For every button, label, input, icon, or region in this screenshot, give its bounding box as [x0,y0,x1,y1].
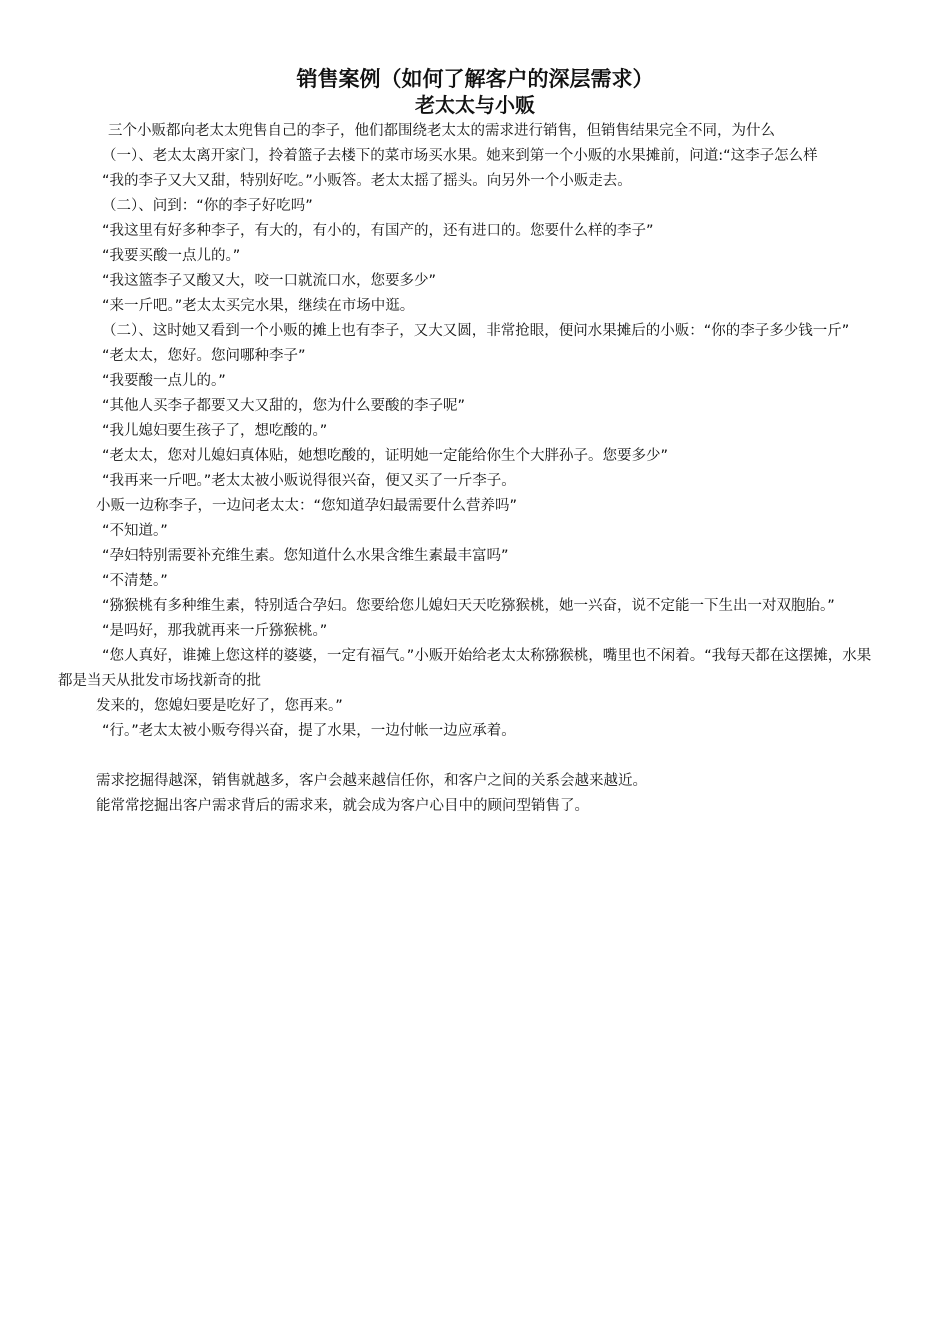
paragraph: “来一斤吧。”老太太买完水果，继续在市场中逛。 [102,298,415,314]
paragraph: “我儿媳妇要生孩子了，想吃酸的。” [102,423,328,439]
paragraph: 小贩一边称李子，一边问老太太：“您知道孕妇最需要什么营养吗” [96,498,518,514]
paragraph: “我的李子又大又甜，特别好吃。”小贩答。老太太摇了摇头。向另外一个小贩走去。 [102,173,632,189]
paragraph: “猕猴桃有多种维生素，特别适合孕妇。您要给您儿媳妇天天吃猕猴桃，她一兴奋，说不定能一下生出一对双胞胎。” [102,598,835,614]
paragraph: “不知道。” [102,523,168,539]
document-body [58,119,876,819]
paragraph: “不清楚。” [102,573,168,589]
paragraph: “老太太，您好。您问哪种李子” [102,348,306,364]
paragraph-conclusion: 能常常挖掘出客户需求背后的需求来，就会成为客户心目中的顾问型销售了。 [96,798,589,814]
paragraph-conclusion: 需求挖掘得越深，销售就越多，客户会越来越信任你，和客户之间的关系会越来越近。 [96,773,647,789]
paragraph: “其他人买李子都要又大又甜的，您为什么要酸的李子呢” [102,398,466,414]
paragraph: （二）、问到：“你的李子好吃吗” [102,198,313,214]
paragraph: “我要酸一点儿的。” [102,373,226,389]
paragraph: “是吗好，那我就再来一斤猕猴桃。” [102,623,328,639]
paragraph: （二）、这时她又看到一个小贩的摊上也有李子，又大又圆，非常抢眼，便问水果摊后的小贩：“你的李子多少钱一斤” [102,323,850,339]
paragraph: “我再来一斤吧。”老太太被小贩说得很兴奋，便又买了一斤李子。 [102,473,516,489]
paragraph: “我这里有好多种李子，有大的，有小的，有国产的，还有进口的。您要什么样的李子” [102,223,654,239]
paragraph: 发来的，您媳妇要是吃好了，您再来。” [96,698,343,714]
paragraph: “您人真好，谁摊上您这样的婆婆，一定有福气。”小贩开始给老太太称猕猴桃，嘴里也不闲着。“我每天都在这摆摊，水果都是当天从批发市场找新奇的批 [58,648,872,689]
paragraph-intro: 三个小贩都向老太太兜售自己的李子，他们都围绕老太太的需求进行销售，但销售结果完全不同，为什么 [108,123,775,139]
paragraph: （一）、老太太离开家门，拎着篮子去楼下的菜市场买水果。她来到第一个小贩的水果摊前，问道:“这李子怎么样 [102,148,818,164]
paragraph-spacer [58,744,876,769]
paragraph: “我要买酸一点儿的。” [102,248,241,264]
paragraph: “孕妇特别需要补充维生素。您知道什么水果含维生素最丰富吗” [102,548,509,564]
paragraph: “我这篮李子又酸又大，咬一口就流口水，您要多少” [102,273,437,289]
document-title: 销售案例（如何了解客户的深层需求） [296,67,654,91]
paragraph: “老太太，您对儿媳妇真体贴，她想吃酸的，证明她一定能给你生个大胖孙子。您要多少” [102,448,669,464]
document-subtitle: 老太太与小贩 [415,93,535,117]
paragraph: “行。”老太太被小贩夸得兴奋，提了水果，一边付帐一边应承着。 [102,723,516,739]
